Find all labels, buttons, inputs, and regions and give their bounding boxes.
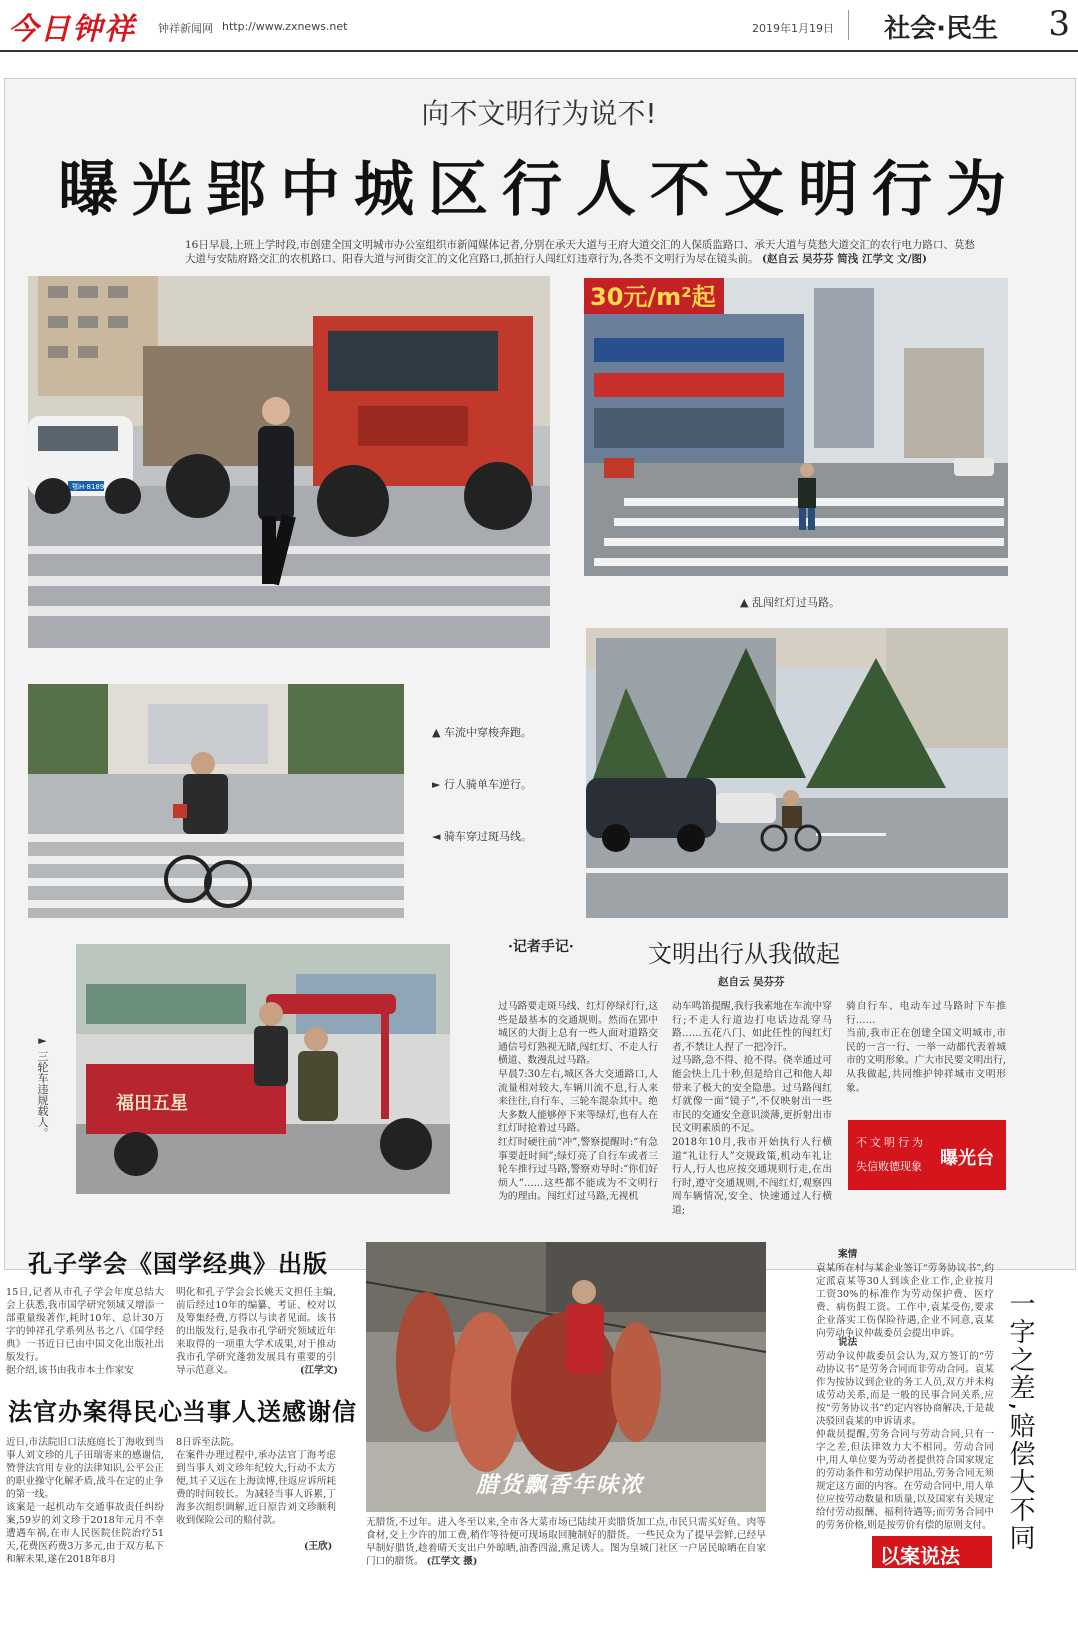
story2-title-a: 法官办案得民心: [8, 1397, 183, 1426]
story1-credit: (江学文): [300, 1365, 338, 1376]
cured-meat-credit: (江学文 摄): [426, 1556, 478, 1567]
journal-column-3: 骑自行车、电动车过马路时下车推行…… 当前,我市正在创建全国文明城市,市民的一言一行、一举一动都代表着城市的文明形象。广大市民要文明出行,从我做起,共同维护钟祥城市文明形象。: [846, 1001, 1006, 1094]
photo-truck-crossing: [28, 276, 550, 648]
caption-red-light: ▲ 乱闯红灯过马路。: [740, 596, 840, 609]
site-url[interactable]: http://www.zxnews.net: [222, 20, 348, 33]
caption-bike-wrongway: ► 行人骑单车逆行。: [432, 778, 532, 791]
journal-column-1: 过马路要走斑马线、红灯停绿灯行,这些是最基本的交通规则。然而在郢中城区的大街上总有一些人面对道路交通信号灯熟视无睹,闯红灯、不走人行横道、数漫乱过马路。 早晨7:30左右,城区各大交通路口,人流量相对较大,车辆川流不息,行人来来往往,自行车、三轮车混杂其中。绝大多数人能够停下来等绿灯,也有人在红灯时抢着过马路。 红灯时硬往前“冲”,警察提醒时:“有急事要赶时间”;绿灯亮了自行车或者三轮车推行过马路,警察劝导时:“你们好烦人”……这些都不能成为不文明行为的理由。闯红灯过马路,无视机: [498, 1001, 658, 1203]
journal-kicker: ·记者手记·: [508, 939, 574, 955]
story1-title: 孔子学会《国学经典》出版: [28, 1249, 328, 1278]
caption-bike-zebra: ◄ 骑车穿过斑马线。: [432, 830, 532, 843]
analysis-label: 说法: [838, 1337, 858, 1348]
case-text: 袁某所在村与某企业签订“劳务协议书”,约定派袁某等30人到该企业工作,企业按月工资30%的标准作为劳动保护费、医疗费、病伤假工资。工作中,袁某受伤,要求企业落实工伤保险待遇,企业不同意,袁某向劳动争议仲裁委员会提出申诉。: [816, 1263, 994, 1339]
vertical-title: 一字之差,赔偿大不同: [1005, 1290, 1035, 1553]
analysis-text: 劳动争议仲裁委员会认为,双方签订的“劳动协议书”是劳务合同而非劳动合同。袁某作为按协议到企业的务工人员,双方并未构成劳动关系,而是一般的民事合同关系,应按“劳务协议书”约定内容协商解决,于是裁决驳回袁某的申诉请求。 仲裁员提醒,劳务合同与劳动合同,只有一字之差,但法律效力大不相同。劳动合同中,用人单位要为劳动者提供符合国家规定的劳动条件和劳动保护用品,劳务合同无须规定这方面的内容。在劳动合同中,用人单位应按劳动数量和质量,以及国家有关规定给付劳动报酬、福利待遇等;而劳务合同中的劳务价格,则是按劳价有偿的原则支付。: [816, 1351, 994, 1531]
issue-date: 2019年1月19日: [752, 22, 834, 35]
cured-meat-caption-text: 无腊货,不过年。进入冬至以来,全市各大菜市场已陆续开卖腊货加工点,市民只需买好鱼、肉等食材,交上少许的加工费,稍作等待便可现场取回腌制好的腊货。一些民众为了提早尝鲜,已经早早制好腊货,趁着晴天支出户外晾晒,油香四溢,熏足诱人。图为皇城门社区一户居民晾晒在自家门口的腊货。: [366, 1517, 766, 1567]
page-number: 3: [1048, 4, 1070, 44]
caption-weaving: ▲ 车流中穿梭奔跑。: [432, 726, 532, 739]
feature-headline: 曝光郢中城区行人不文明行为: [58, 155, 1020, 225]
story2-column-2: 8日诉至法院。 在案件办理过程中,承办法官丁海考虑到当事人刘文珍年纪较大,行动不太方便,其子又远在上海读博,往返应诉所耗费的时间较长。为减轻当事人诉累,丁海多次组织调解,近日原告刘文珍顺利收到保险公司的赔付款。: [176, 1437, 336, 1526]
exposure-badge: [848, 1120, 1006, 1190]
feature-intro: [185, 238, 975, 266]
photo-bicycle-wrongway: [28, 684, 404, 918]
badge-line-1: 不文明行为: [856, 1136, 926, 1149]
journal-column-2: 动车鸣笛提醒,我行我素地在车流中穿行;不走人行道边打电话边乱穿马路……五花八门、如此任性的闯红灯者,不禁让人捏了一把冷汗。 过马路,急不得、抢不得。侥幸通过可能会快上几十秒,但是给自己和他人却带来了极大的安全隐患。过马路闯红灯就像一面“镜子”,不仅映射出一些市民的交通安全意识淡薄,更折射出市民文明素质的不足。 2018年10月,我市开始执行人行横道“礼让行人”交规政策,机动车礼让行人,行人也应按交通规则行走,在出行时,遵守交通规则,不闯红灯,观察四周车辆情况,安全、快速通过人行横道;: [672, 1001, 832, 1216]
photo-bicycle-zebra: [586, 628, 1008, 918]
story1-column-2: 明化和孔子学会会长姚天文担任主编,前后经过10年的编纂、考证、校对以及筹集经费,方得以与读者见面。该书的出版发行,是我市孔学研究领域近年来取得的一项重大学术成果,对于推动我市孔学研究蓬勃发展具有重要的引导示范意义。: [176, 1287, 336, 1376]
photo-cured-meat: [366, 1242, 766, 1512]
photo-overlay-title: 腊货飘香年味浓: [476, 1472, 645, 1498]
badge-big-text: 曝光台: [940, 1148, 994, 1169]
story2-title-b: 当事人送感谢信: [182, 1397, 357, 1426]
plate-text: 鄂H·8189: [72, 483, 105, 491]
badge-line-2: 失信败德现象: [856, 1160, 922, 1173]
billboard-text: 30元/m²起: [590, 283, 716, 311]
newspaper-logo: 今日钟祥: [8, 12, 136, 47]
journal-author: 赵自云 吴芬芬: [718, 976, 785, 988]
site-name: 钟祥新闻网: [158, 22, 213, 35]
cured-meat-caption: [366, 1516, 766, 1568]
case-label: 案情: [838, 1249, 858, 1260]
tricycle-brand: 福田五星: [116, 1093, 188, 1114]
section-title: 社会·民生: [884, 14, 998, 44]
feature-kicker: 向不文明行为说不!: [421, 97, 657, 130]
intro-text: 16日早晨,上班上学时段,市创建全国文明城市办公室组织市新闻媒体记者,分别在承天大道与王府大道交汇的人保质监路口、承天大道与莫愁大道交汇的农行电力路口、莫愁大道与安陆府路交汇的农机路口、阳春大道与河街交汇的文化宫路口,抓拍行人闯红灯违章行为,各类不文明行为尽在镜头前。: [185, 239, 975, 265]
case-badge: [872, 1536, 992, 1568]
photo-tricycle: [76, 944, 450, 1194]
masthead-divider: [848, 10, 849, 40]
case-badge-text: 以案说法: [880, 1544, 960, 1568]
caption-tricycle: ► 三轮车违规载人。: [36, 1034, 49, 1139]
story2-column-1: 近日,市法院旧口法庭庭长丁海收到当事人刘文珍的儿子田瑞寄来的感谢信,赞誉法官用专业的法律知识,公平公正的职业操守化解矛盾,战斗在定的止争的第一线。 该案是一起机动车交通事故责任纠纷案,59岁的刘文珍于2018年元月不幸遭遇车祸,在市人民医院住院治疗51天,花费医药费3万多元,由于双方私下和解未果,遂在2018年8月: [6, 1437, 164, 1565]
story1-column-1: 15日,记者从市孔子学会年度总结大会上获悉,我市国学研究领域又增添一部重量级著作,耗时10年、总计30万字的钟祥孔学系列丛书之八《国学经典》一书近日已由中国文化出版社出版发行。 据介绍,该书由我市本土作家安: [6, 1287, 164, 1376]
story2-credit: (王欣): [304, 1541, 333, 1552]
journal-title: 文明出行从我做起: [648, 940, 840, 968]
photo-street-crossing: [584, 278, 1008, 576]
intro-credit: (赵自云 吴芬芬 简浅 江学文 文/图): [762, 253, 927, 265]
